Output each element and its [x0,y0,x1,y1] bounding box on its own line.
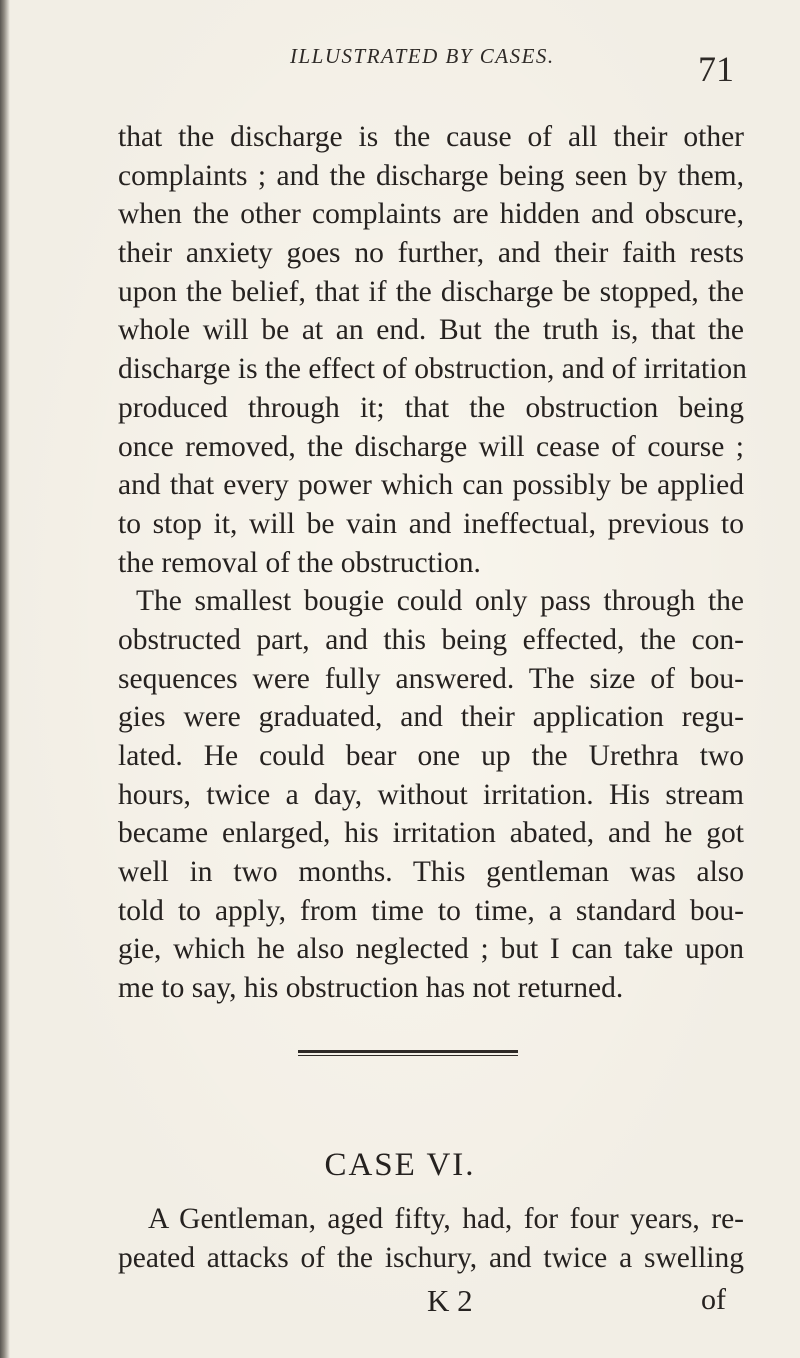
body-text [118,118,747,1008]
page-number: 71 [698,49,734,89]
text-line: obstructed part, and this being effected, the con- [118,623,744,656]
text-line: peated attacks of the ischury, and twice a swelling [118,1241,744,1274]
text-line: to stop it, will be vain and ineffectual, previous to [118,507,744,540]
text-line: the removal of the obstruction. [118,546,481,579]
text-line: discharge is the effect of obstruction, and of irritation [118,353,747,386]
text-line: told to apply, from time to time, a standard bou- [118,894,744,927]
text-line: when the other complaints are hidden and obscure, [118,198,744,231]
text-line: complaints ; and the discharge being seen by them, [118,159,744,192]
paragraph-first-line: A Gentleman, aged fifty, had, for four years, re- [148,1203,744,1235]
text-line: hours, twice a day, without irritation. His stream [118,778,744,811]
text-line: upon the belief, that if the discharge be stopped, the [118,275,744,308]
text-line: gies were graduated, and their application regu- [118,701,744,734]
text-line: their anxiety goes no further, and their faith rests [118,237,744,270]
case-heading: CASE VI. [324,1147,476,1183]
text-line: me to say, his obstruction has not returned. [118,972,624,1005]
text-line: produced through it; that the obstruction being [118,391,744,424]
text-line: gie, which he also neglected ; but I can take upon [118,933,744,966]
text-line: and that every power which can possibly be applied [118,469,744,502]
text-line: became enlarged, his irritation abated, and he got [118,817,744,850]
case-text [118,1200,744,1277]
text-line: once removed, the discharge will cease of course ; [118,430,744,463]
catchword: of [701,1283,726,1316]
paragraph-first-line: The smallest bougie could only pass through the [136,585,744,618]
section-divider [298,1050,518,1056]
text-line: well in two months. This gentleman was also [118,856,744,889]
text-line: sequences were fully answered. The size of bou- [118,662,744,695]
text-line: that the discharge is the cause of all their other [118,121,744,153]
running-head: ILLUSTRATED BY CASES. [290,44,555,68]
text-line: lated. He could bear one up the Urethra two [118,740,744,772]
text-line: whole will be at an end. But the truth is, that the [118,314,744,347]
signature-mark: K 2 [427,1283,473,1318]
